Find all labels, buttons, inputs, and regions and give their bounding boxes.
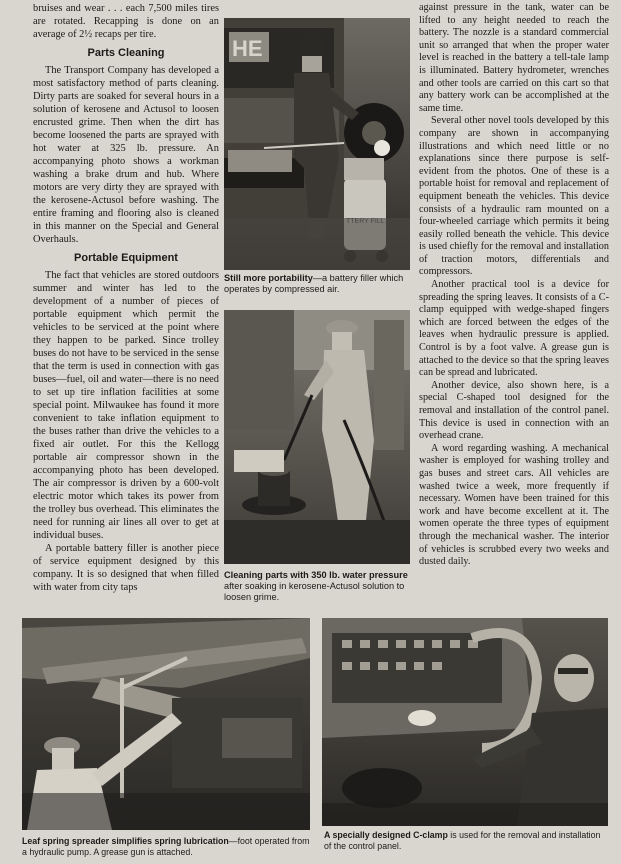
caption-text: after soaking in kerosene-Actusol solution to loosen grime. xyxy=(224,581,405,602)
section-heading-parts-cleaning: Parts Cleaning xyxy=(87,47,165,59)
left-text-column xyxy=(33,2,219,594)
cleaning-parts-caption xyxy=(224,570,416,603)
paragraph: Another practical tool is a device for spreading the spring leaves. It consists of a C-clamp equipped with wedge-shaped fingers which are forced between the edges of the leaves when hydraulic pressure is applied. Control is by a foot valve. A grease gun is attached to the device so that the spring leaves can be spread and lubricated. xyxy=(419,279,609,379)
paragraph: Several other novel tools developed by this company are shown in accompanying illustrations and which need little or no explanations since there purpose is self-evident from the photos. One of these is a portable hoist for removal and replacement of equipment beneath the vehicles. This device consists of a hydraulic ram mounted on a four-wheeled carriage which permits it being easily rolled beneath the vehicle. This device is used chiefly for the removal and installation of traction motors, differentials and compressors. xyxy=(419,115,609,278)
bus-lettering: HE xyxy=(232,36,263,61)
caption-bold: A specially designed C-clamp xyxy=(324,830,448,840)
caption-text: —foot operated from a hydraulic pump. A grease gun is attached. xyxy=(22,836,310,857)
caption-text: is used for the removal and installation of the control panel. xyxy=(324,830,601,851)
cleaning-parts-photo xyxy=(224,310,410,564)
leaf-spring-caption xyxy=(22,836,316,857)
c-clamp-photo xyxy=(322,618,608,826)
right-text-column xyxy=(419,2,609,569)
caption-bold: Cleaning parts with 350 lb. water pressure xyxy=(224,570,408,580)
leaf-spring-spreader-photo xyxy=(22,618,310,830)
paragraph: against pressure in the tank, water can be lifted to any height needed to reach the battery. The nozzle is a standard commercial unit so arranged that when the proper water level is reached in the battery a tell-tale lamp is illuminated. Battery hydrometer, wrenches and other tools are carried on this cart so that any battery work can be accomplished at the same time. xyxy=(419,2,609,114)
paragraph: Another device, also shown here, is a special C-shaped tool designed for the removal and installation of the control panel. This device is used in connection with an overhead crane. xyxy=(419,379,609,442)
caption-bold: Still more portability xyxy=(224,273,313,283)
c-clamp-caption xyxy=(324,830,609,851)
paragraph: bruises and wear . . . each 7,500 miles tires are rotated. Recapping is done on an average of 2½ recaps per tire. xyxy=(33,3,219,40)
paragraph: A word regarding washing. A mechanical washer is employed for washing trolley and gas buses and street cars. All vehicles are washed twice a week, more frequently if necessary. Women have been trained for this work and have become excellent at it. The women operate the three types of equipment through the mechanical washer. The interior of vehicles is scrubbed every two weeks and dusted daily. xyxy=(419,442,609,568)
caption-bold: Leaf spring spreader simplifies spring lubrication xyxy=(22,836,229,846)
paragraph: The fact that vehicles are stored outdoors summer and winter has led to the development of a number of pieces of portable equipment which permit the vehicles to be serviced at the point where they happen to be parked. Since trolley buses do not have to be serviced in the sense that the term is used in connection with gas buses—fuel, oil and water—there is no need to set up tire inflation facilities at some special point. Milwaukee has found it more convenient to take inflation equipment to the buses rather than drive the vehicles to a fixed air outlet. For this the Kellogg portable air compressor shown in the accompanying photo has been developed. The air compressor is driven by a 600-volt electric motor which takes its power from the trolley bus overhead. This eliminates the need for running air lines all over to get at individual buses. xyxy=(33,270,219,541)
paragraph: A portable battery filler is another piece of service equipment designed by this company. It is so designed that when filled with water from city taps xyxy=(33,543,219,593)
caption-text: —a battery filler which operates by compressed air. xyxy=(224,273,404,294)
battery-filler-caption xyxy=(224,273,414,295)
section-heading-portable-equipment: Portable Equipment xyxy=(74,252,178,264)
battery-filler-photo xyxy=(224,18,410,270)
paragraph: The Transport Company has developed a most satisfactory method of parts cleaning. Dirty parts are soaked for several hours in a solution of kerosene and Actusol to loosen encrusted grime. Then when the dirt has become loosened the parts are sprayed with hot water at 325 lb. pressure. An accompanying photo shows a workman washing a brake drum and hub. Where motors are very dirty they are sprayed with the kerosene-Actusol before washing. The entire framing and flooring also is cleaned in this manner on the Special and General Overhauls. xyxy=(33,65,219,245)
